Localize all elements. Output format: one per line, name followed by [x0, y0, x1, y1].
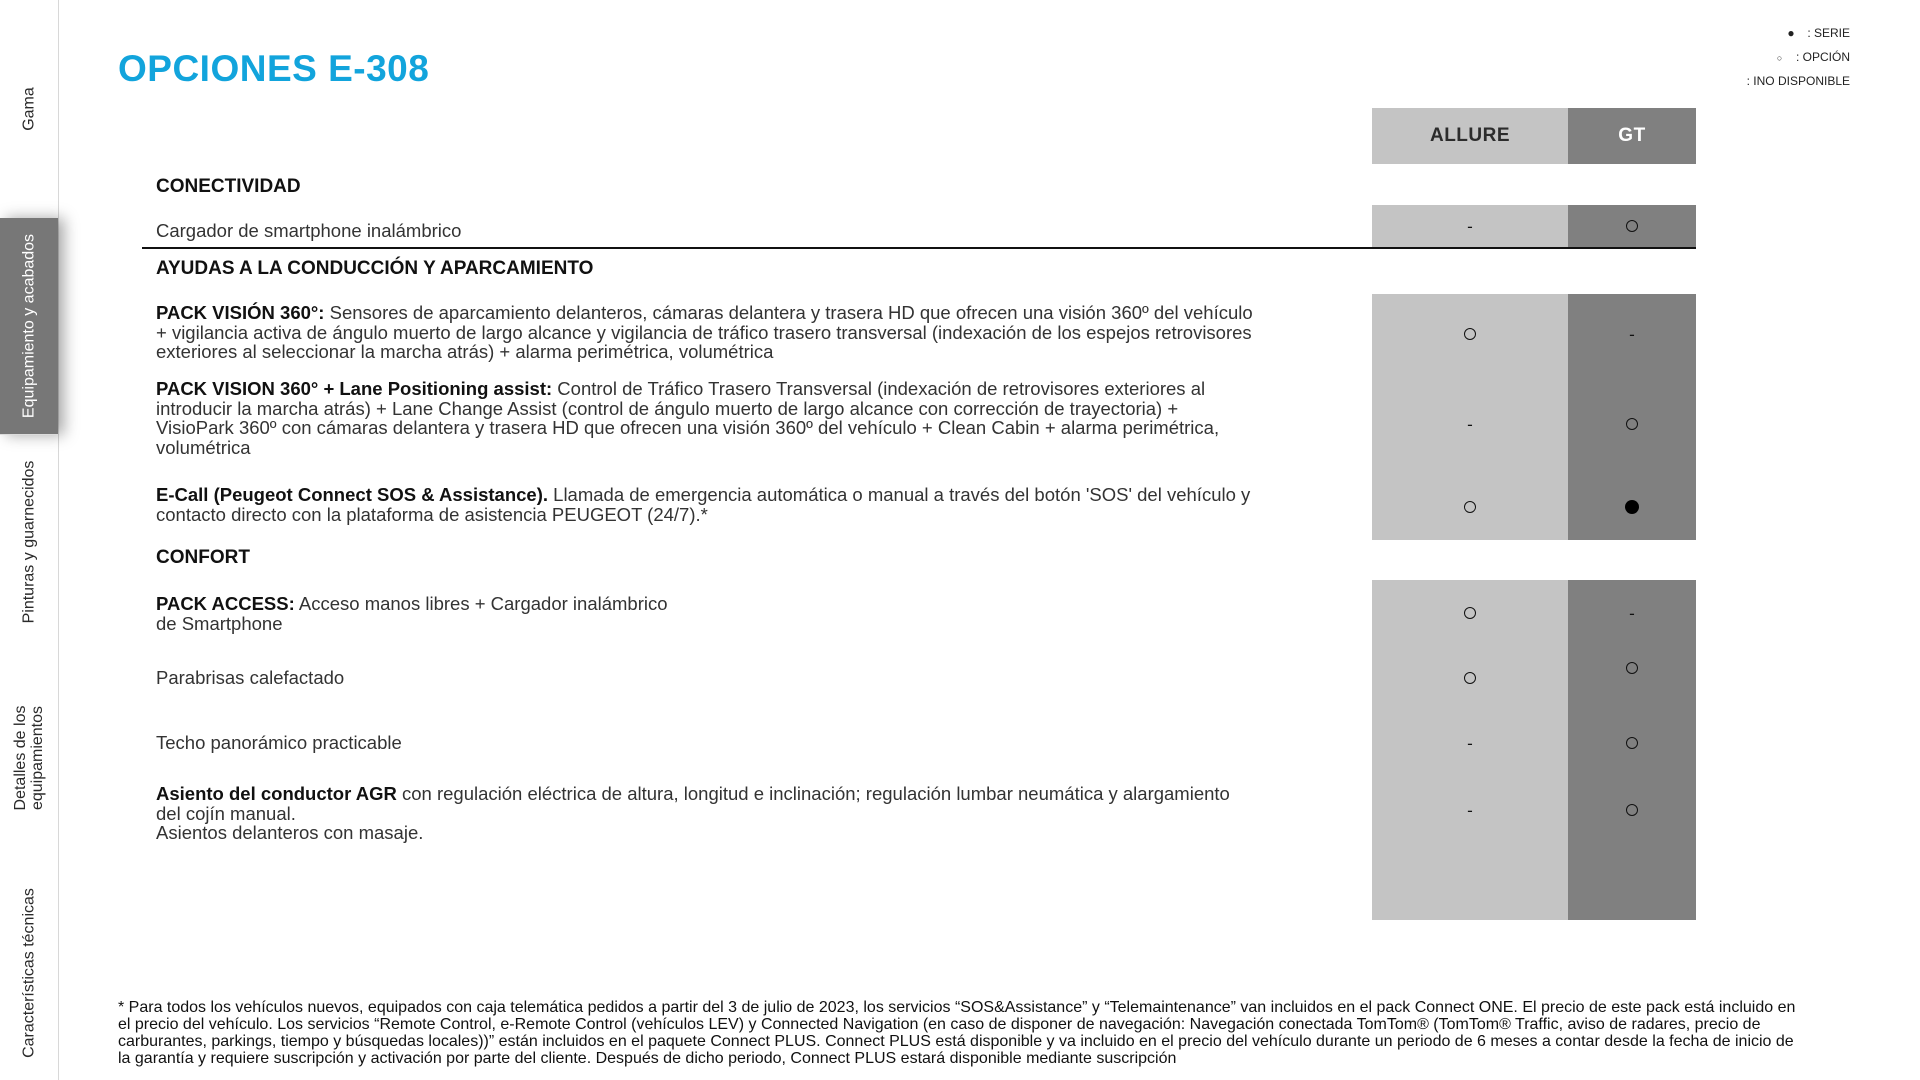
column-header-allure: ALLURE — [1372, 108, 1568, 164]
cell-gt — [1568, 374, 1696, 474]
option-row-label — [156, 594, 676, 633]
option-description: Llamada de emergencia automática o manual a través del botón 'SOS' del vehículo y contacto directo con la plataforma de asistencia PEUGEOT (24/7).* — [156, 484, 1251, 525]
option-row-label — [156, 668, 1256, 688]
cell-gt — [1568, 776, 1696, 844]
dash-icon: - — [1467, 800, 1473, 820]
side-tab-label-line1: Detalles de los — [12, 705, 29, 811]
page-title: OPCIONES E-308 — [118, 48, 430, 89]
dash-icon: - — [1629, 603, 1635, 623]
open-circle-icon: ○ — [1776, 53, 1783, 63]
cell-gt — [1568, 710, 1696, 776]
option-row-label — [156, 485, 1256, 524]
side-tab-label-line2: equipamientos — [29, 705, 46, 811]
dash-icon: - — [1629, 324, 1635, 344]
legend-label: : INO DISPONIBLE — [1746, 74, 1850, 88]
cell-gt — [1568, 474, 1696, 540]
option-description: Sensores de aparcamiento delanteros, cámaras delantera y trasera HD que ofrecen una visión 360º del vehículo + vigilancia activa de ángulo muerto de largo alcance y vigilancia de tráfico trasero transversal (indexación de los espejos retrovisores exteriores al seleccionar la marcha atrás) + alarma perimétrica, volumétrica — [156, 302, 1253, 362]
section-title-conectividad: CONECTIVIDAD — [156, 176, 301, 197]
side-tab-label: Gama — [20, 87, 38, 131]
footnote: * Para todos los vehículos nuevos, equipados con caja telemática pedidos a partir del 3 de julio de 2023, los servicios “SOS&Assistance” y “Telemaintenance” van incluidos en el pack Connect ONE. El precio de este pack está incluido en el precio del vehículo. Los servicios “Remote Control, e-Remote Control (vehículos LEV) y Connected Navigation (en caso de disponer de navegación: Navegación conectada TomTom® (TomTom® Traffic, aviso de radares, precio de carburantes, parkings, tiempo y búsquedas locales))” están incluidos en el paquete Connect PLUS. Connect PLUS está disponible y va incluido en el precio del vehículo durante un periodo de 6 meses a contar desde la fecha de inicio de la garantía y requiere suscripción y activación por parte del cliente. Después de dicho periodo, Connect PLUS estará disponible mediante suscripción — [118, 999, 1796, 1067]
option-description: con regulación eléctrica de altura, longitud e inclinación; regulación lumbar neumática y alargamiento del cojín manual. — [156, 783, 1230, 824]
side-tab-equipamiento[interactable] — [0, 218, 58, 435]
option-row-label — [156, 379, 1256, 457]
cell-allure — [1372, 776, 1568, 844]
option-description: Acceso manos libres + Cargador inalámbrico de Smartphone — [156, 593, 668, 634]
side-tab-label: Pinturas y guarnecidos — [20, 460, 38, 624]
section-title-ayudas: AYUDAS A LA CONDUCCIÓN Y APARCAMIENTO — [156, 258, 594, 279]
legend-no-disponible — [1747, 72, 1850, 96]
option-name: PACK VISIÓN 360°: — [156, 302, 325, 323]
cell-allure — [1372, 294, 1568, 374]
cell-gt-filler — [1568, 700, 1696, 710]
side-tab-gama[interactable] — [0, 0, 58, 219]
filled-dot-icon: ● — [1787, 26, 1795, 40]
column-header-gt: GT — [1568, 108, 1696, 164]
option-name: E-Call (Peugeot Connect SOS & Assistance). — [156, 484, 549, 505]
cell-gt-filler — [1568, 844, 1696, 920]
open-circle-icon — [1464, 328, 1476, 340]
open-circle-icon — [1626, 418, 1638, 430]
option-name: Parabrisas calefactado — [156, 667, 345, 688]
open-circle-icon — [1464, 607, 1476, 619]
option-row-label — [156, 733, 1256, 753]
side-tab-label: Equipamiento y acabados — [20, 233, 38, 419]
side-tab-detalles[interactable] — [0, 650, 58, 867]
option-name: Cargador de smartphone inalámbrico — [156, 220, 462, 241]
open-circle-icon — [1464, 672, 1476, 684]
legend-label: : SERIE — [1807, 26, 1850, 40]
open-circle-icon — [1626, 737, 1638, 749]
option-description: Control de Tráfico Trasero Transversal (indexación de retrovisores exteriores al introducir la marcha atrás) + Lane Change Assist (control de ángulo muerto de largo alcance con corrección de trayectoria) + VisioPark 360º con cámaras delantera y trasera HD que ofrecen una visión 360º del vehículo + Clean Cabin + alarma perimétrica, volumétrica — [156, 378, 1220, 458]
legend — [1747, 24, 1850, 96]
side-tab-caracteristicas[interactable] — [0, 866, 58, 1080]
option-name: Asiento del conductor AGR — [156, 783, 397, 804]
cell-allure — [1372, 710, 1568, 776]
cell-gt — [1568, 636, 1696, 700]
side-tab-label: Características técnicas — [20, 888, 38, 1058]
open-circle-icon — [1626, 220, 1638, 232]
section-title-confort: CONFORT — [156, 547, 250, 568]
option-name: PACK VISION 360° + Lane Positioning assist: — [156, 378, 553, 399]
dash-icon: - — [1467, 216, 1473, 236]
option-name: PACK ACCESS: — [156, 593, 295, 614]
side-navigation — [0, 0, 59, 1080]
legend-serie — [1747, 24, 1850, 48]
legend-opcion — [1747, 48, 1850, 72]
open-circle-icon — [1626, 804, 1638, 816]
side-tab-label — [12, 706, 46, 811]
cell-gt — [1568, 294, 1696, 374]
cell-allure — [1372, 374, 1568, 474]
cell-allure-filler — [1372, 844, 1568, 920]
option-row-label — [156, 303, 1256, 362]
dash-icon: - — [1467, 733, 1473, 753]
option-row-label — [156, 221, 1256, 241]
cell-gt — [1568, 205, 1696, 247]
section-divider — [142, 247, 1696, 249]
cell-allure — [1372, 205, 1568, 247]
open-circle-icon — [1464, 501, 1476, 513]
side-tab-pinturas[interactable] — [0, 434, 58, 651]
filled-dot-icon — [1625, 500, 1639, 514]
option-extra: Asientos delanteros con masaje. — [156, 822, 424, 843]
cell-allure — [1372, 646, 1568, 710]
open-circle-icon — [1626, 662, 1638, 674]
legend-label: : OPCIÓN — [1795, 50, 1850, 64]
option-name: Techo panorámico practicable — [156, 732, 402, 753]
option-row-label — [156, 784, 1256, 843]
cell-allure — [1372, 580, 1568, 646]
cell-allure — [1372, 474, 1568, 540]
dash-icon: - — [1467, 414, 1473, 434]
